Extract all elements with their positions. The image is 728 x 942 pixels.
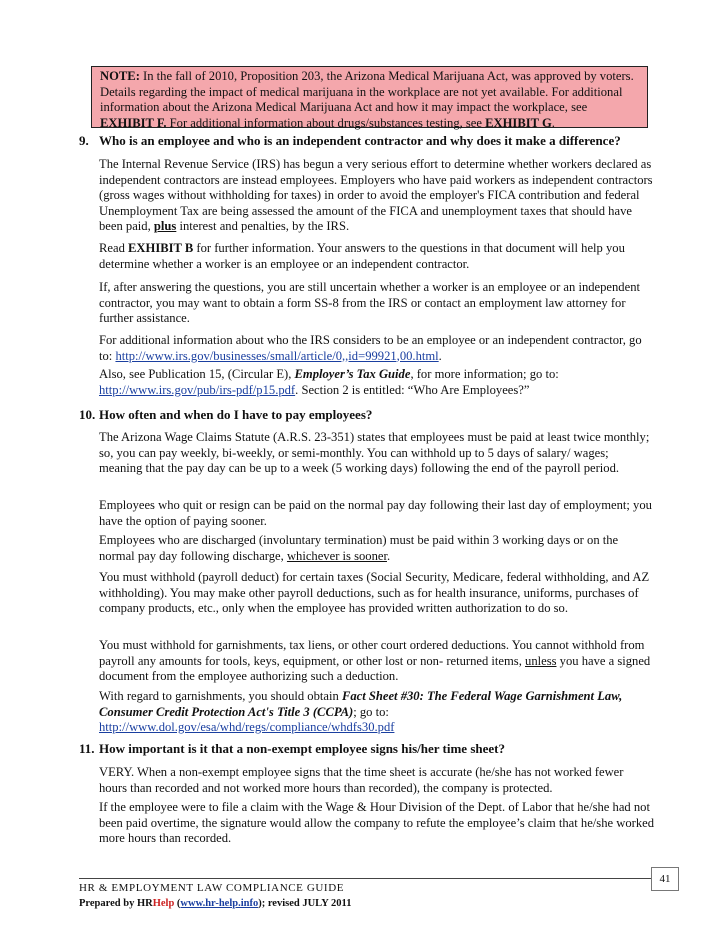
q10-p5-end: you have a signed document from the employee authorizing such a deduction. <box>99 653 651 683</box>
q9-p2-text: Read <box>99 241 129 255</box>
q9-exhibit-b: EXHIBIT B <box>128 241 194 255</box>
q11-paragraph-1: VERY. When a non-exempt employee signs that the time sheet is accurate (he/she has not worked fewer hours than recorded and not worked more hours than recorded), the company is protected. <box>99 765 624 795</box>
footer-prepared: Prepared by HR <box>79 898 153 909</box>
note-exhibit-f: EXHIBIT F. <box>100 115 167 130</box>
q9-paragraph-2 <box>99 241 654 272</box>
footer-title: HR & EMPLOYMENT LAW COMPLIANCE GUIDE <box>79 882 345 894</box>
q11-paragraph-2: If the employee were to file a claim with the Wage & Hour Division of the Dept. of Labor that he/she had not been paid overtime, the signature would allow the company to refute the employee’s claim that he/she worked more hours than recorded. <box>99 800 654 845</box>
q10-paragraph-3 <box>99 533 654 564</box>
note-exhibit-g: EXHIBIT G <box>485 115 552 130</box>
question-number: 10. <box>79 407 96 422</box>
footer-revised: ); revised JULY 2011 <box>258 898 352 909</box>
q9-plus: plus <box>153 219 177 233</box>
q10-whichever: whichever is sooner <box>286 548 387 563</box>
question-11 <box>79 741 505 757</box>
fact-sheet-title: Fact Sheet #30: The Federal Wage Garnishment Law, Consumer Credit Protection Act's Title 3 (CCPA) <box>99 689 623 719</box>
q9-paragraph-5 <box>99 367 654 398</box>
q10-p5-text: You must withhold for garnishments, tax liens, or other court ordered deductions. You cannot withhold from payroll any amounts for tools, keys, equipment, or other lost or non- returned items, <box>99 638 645 668</box>
note-label: NOTE: <box>100 69 140 83</box>
footer-credits <box>79 898 351 909</box>
q10-paragraph-5 <box>99 638 654 685</box>
q10-p3-end: . <box>386 548 391 563</box>
q10-paragraph-6 <box>99 689 654 736</box>
tax-guide-title: Employer’s Tax Guide <box>294 367 411 381</box>
q10-paragraph-4: You must withhold (payroll deduct) for certain taxes (Social Security, Medicare, federal withholding, and AZ withholding). You may make other payroll deductions, such as for health insurance, uniforms, purchases of company products, etc., only when the employee has provided written authorization to do so. <box>99 570 650 615</box>
q9-paragraph-1 <box>99 157 654 235</box>
question-9 <box>79 133 621 149</box>
q9-p5-end: . Section 2 is entitled: “Who Are Employees?” <box>295 382 530 397</box>
note-text-2: For additional information about drugs/substances testing, see <box>166 115 486 130</box>
dol-link[interactable]: http://www.dol.gov/esa/whd/regs/compliance/whdfs30.pdf <box>99 720 395 734</box>
note-end: . <box>551 115 555 130</box>
q10-p3-text: Employees who are discharged (involuntary termination) must be paid within 3 working days or on the normal pay day following discharge, <box>99 533 619 563</box>
q9-p2-end: for further information. Your answers to the questions in that document will help you determine whether a worker is an employee or an independent contractor. <box>99 241 625 271</box>
q9-paragraph-3: If, after answering the questions, you are still uncertain whether a worker is an employee or an independent contractor, you may want to obtain a form SS-8 from the IRS or contact an employment law attorney for further assistance. <box>99 280 640 325</box>
q10-p6-text: With regard to garnishments, you should obtain <box>99 689 342 703</box>
question-number: 11. <box>79 741 95 756</box>
question-number: 9. <box>79 133 89 148</box>
footer-paren-open: ( <box>174 898 181 909</box>
question-text: How important is it that a non-exempt employee signs his/her time sheet? <box>99 741 505 756</box>
q9-p5-text: Also, see Publication 15, (Circular E), <box>99 367 295 381</box>
question-10 <box>79 407 372 423</box>
q9-p5-mid: , for more information; go to: <box>410 367 559 381</box>
q9-p4-text: For additional information about who the IRS considers to be an employee or an independent contractor, go to: <box>99 333 642 363</box>
footer-site-link[interactable]: www.hr-help.info <box>180 898 259 909</box>
note-box <box>91 66 648 128</box>
q10-paragraph-1: The Arizona Wage Claims Statute (A.R.S. 23-351) states that employees must be paid at least twice monthly; so, you can pay weekly, bi-weekly, or semi-monthly. You can withhold up to 5 days of salary/ wages; meaning that the pay day can be up to a week (5 working days) following the end of the payroll period. <box>99 430 650 475</box>
footer-brand-help: Help <box>152 898 175 909</box>
q9-p4-end: . <box>438 348 442 363</box>
q9-p1-text: The Internal Revenue Service (IRS) has begun a very serious effort to determine whether workers declared as independent contractors are instead employees. Employers who have paid workers as independent contractors (gross wages without withholding for taxes) in order to avoid the employer's FICA contribution and federal Unemployment Tax are being assessed the amount of the FICA and unemployment taxes that should have been paid, <box>99 157 653 233</box>
footer-rule <box>79 878 651 879</box>
q9-p1-end: interest and penalties, by the IRS. <box>176 219 350 233</box>
q10-paragraph-2: Employees who quit or resign can be paid on the normal pay day following their last day of employment; you have the option of paying sooner. <box>99 498 652 528</box>
q10-p6-mid: ; go to: <box>353 704 389 719</box>
note-text: In the fall of 2010, Proposition 203, the Arizona Medical Marijuana Act, was approved by voters. Details regarding the impact of medical marijuana in the workplace are not yet available. For additional information about the Arizona Medical Marijuana Act and how it may impact the workplace, see <box>100 69 634 114</box>
question-text: Who is an employee and who is an independent contractor and why does it make a difference? <box>99 133 621 148</box>
irs-p15-link[interactable]: http://www.irs.gov/pub/irs-pdf/p15.pdf <box>99 382 296 397</box>
irs-article-link[interactable]: http://www.irs.gov/businesses/small/article/0,,id=99921,00.html <box>115 348 439 363</box>
question-text: How often and when do I have to pay employees? <box>99 407 373 422</box>
q9-paragraph-4 <box>99 333 654 364</box>
page-number: 41 <box>651 867 679 891</box>
q10-unless: unless <box>525 653 557 668</box>
